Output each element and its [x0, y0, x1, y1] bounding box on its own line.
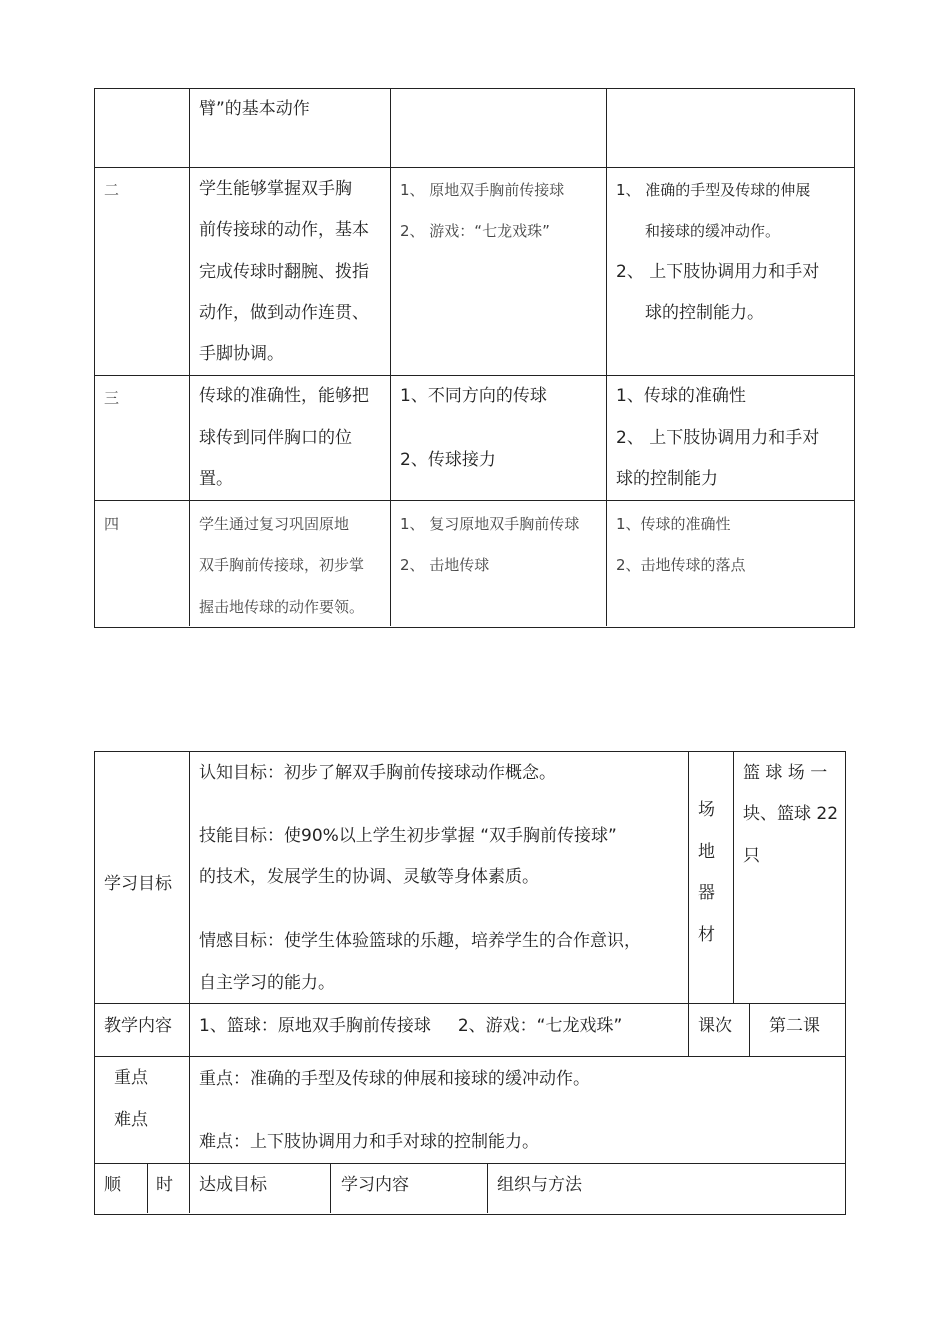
row2-goal-line: 传球的准确性，能够把	[199, 386, 369, 406]
row1-key-line: 和接球的缓冲动作。	[645, 222, 781, 240]
content-label: 教学内容	[104, 1016, 172, 1036]
keypoint-text: 重点：准确的手型及传球的伸展和接球的缓冲动作。	[199, 1069, 590, 1089]
table-divider	[94, 500, 854, 501]
row1-goal-line: 手脚协调。	[199, 344, 284, 364]
row1-goal-line: 前传接球的动作，基本	[199, 220, 369, 240]
venue-label-char: 材	[698, 925, 715, 945]
table-divider	[330, 1163, 331, 1213]
row3-content-line: 1、 复习原地双手胸前传球	[400, 515, 580, 533]
row3-goal-line: 握击地传球的动作要领。	[199, 598, 365, 616]
table-divider	[94, 1163, 845, 1164]
row2-goal-line: 球传到同伴胸口的位	[199, 428, 352, 448]
difficulty-text: 难点：上下肢协调用力和手对球的控制能力。	[199, 1132, 539, 1152]
row1-goal-line: 学生能够掌握双手胸	[199, 179, 352, 199]
content-value: 1、篮球：原地双手胸前传接球 2、游戏：“七龙戏珠”	[199, 1016, 623, 1036]
row2-key-line: 球的控制能力	[616, 469, 718, 489]
table-divider	[606, 88, 607, 626]
row3-goal-line: 学生通过复习巩固原地	[199, 515, 350, 533]
table-divider	[749, 1003, 750, 1056]
table-divider	[390, 88, 391, 626]
row2-key-line: 2、 上下肢协调用力和手对	[616, 428, 820, 448]
venue-label-char: 地	[698, 842, 715, 862]
venue-line: 只	[743, 846, 760, 866]
row2-content-line: 1、不同方向的传球	[400, 386, 547, 406]
keypoint-label: 重点	[114, 1068, 148, 1088]
row1-goal-line: 动作，做到动作连贯、	[199, 303, 369, 323]
learning-goal-label: 学习目标	[104, 874, 172, 894]
row1-key-line: 1、 准确的手型及传球的伸展	[616, 181, 811, 199]
lesson-value: 第二课	[769, 1016, 820, 1036]
row3-num: 四	[104, 515, 120, 533]
table-divider	[189, 88, 190, 626]
header-time: 时	[156, 1175, 173, 1195]
row1-key-line: 2、 上下肢协调用力和手对	[616, 262, 820, 282]
cognitive-goal: 认知目标：初步了解双手胸前传接球动作概念。	[199, 763, 556, 783]
row1-key-line: 球的控制能力。	[645, 303, 764, 323]
header-order: 顺	[104, 1175, 121, 1195]
lesson-label: 课次	[698, 1016, 732, 1036]
table-divider	[94, 1056, 845, 1057]
skill-goal-line: 的技术，发展学生的协调、灵敏等身体素质。	[199, 867, 539, 887]
table-divider	[733, 751, 734, 1003]
venue-line: 块、篮球 22	[743, 804, 839, 824]
row0-goal: 臂”的基本动作	[199, 99, 310, 119]
table-divider	[189, 751, 190, 1213]
table-divider	[94, 167, 854, 168]
row1-content-line: 2、 游戏：“七龙戏珠”	[400, 222, 550, 240]
header-goal: 达成目标	[199, 1175, 267, 1195]
venue-label-char: 器	[698, 883, 715, 903]
table-divider	[94, 375, 854, 376]
skill-goal-line: 技能目标：使90%以上学生初步掌握 “双手胸前传接球”	[199, 826, 617, 846]
row2-content-line: 2、传球接力	[400, 450, 496, 470]
emotion-goal-line: 自主学习的能力。	[199, 973, 335, 993]
difficulty-label: 难点	[114, 1110, 148, 1130]
table-divider	[94, 1003, 845, 1004]
row3-key-line: 1、传球的准确性	[616, 515, 731, 533]
table-divider	[147, 1163, 148, 1213]
venue-line: 篮 球 场 一	[743, 763, 828, 783]
header-method: 组织与方法	[497, 1175, 582, 1195]
row1-num: 二	[104, 181, 120, 199]
row2-goal-line: 置。	[199, 469, 233, 489]
row3-content-line: 2、 击地传球	[400, 556, 490, 574]
row2-key-line: 1、传球的准确性	[616, 386, 746, 406]
venue-label-char: 场	[698, 800, 715, 820]
row1-goal-line: 完成传球时翻腕、拨指	[199, 262, 369, 282]
emotion-goal-line: 情感目标：使学生体验篮球的乐趣，培养学生的合作意识，	[199, 931, 641, 951]
table-divider	[487, 1163, 488, 1213]
table-divider	[688, 751, 689, 1056]
row3-key-line: 2、击地传球的落点	[616, 556, 746, 574]
row3-goal-line: 双手胸前传接球，初步掌	[199, 556, 365, 574]
row1-content-line: 1、 原地双手胸前传接球	[400, 181, 565, 199]
header-content: 学习内容	[341, 1175, 409, 1195]
row2-num: 三	[104, 389, 120, 407]
